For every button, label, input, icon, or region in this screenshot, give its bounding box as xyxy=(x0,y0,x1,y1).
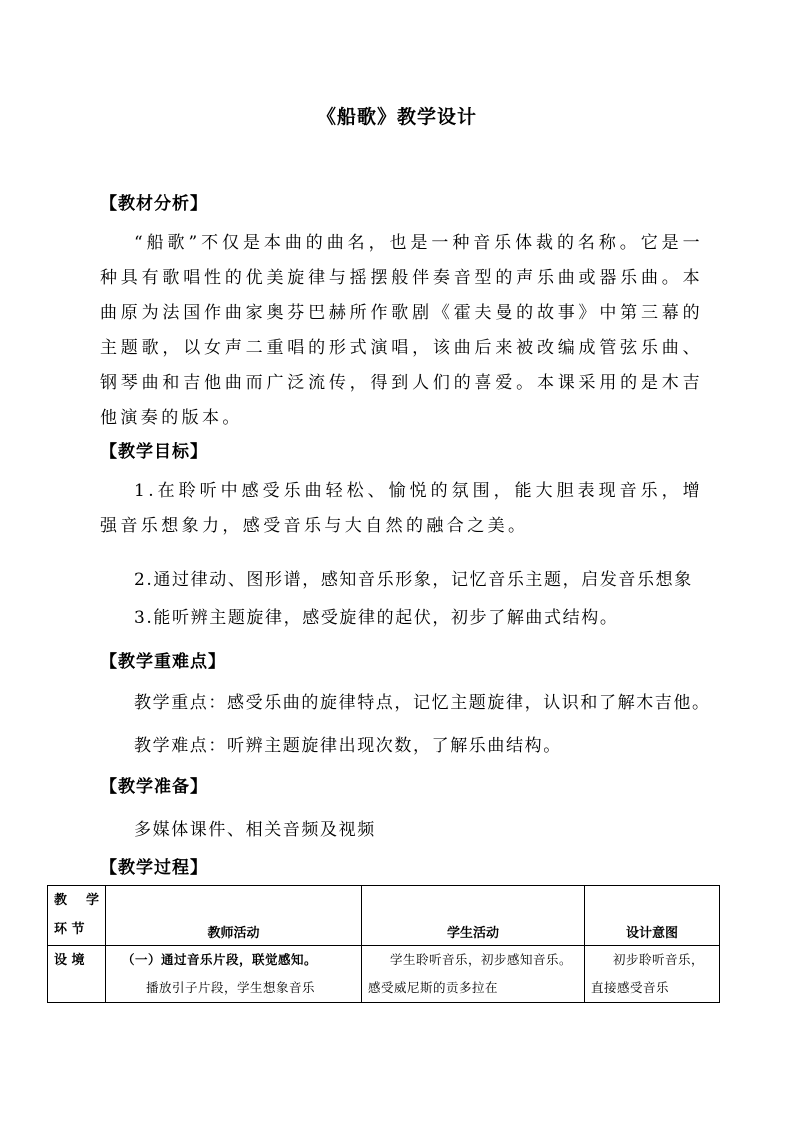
row-teacher-head: （一）通过音乐片段，联觉感知。 xyxy=(122,952,318,967)
teaching-focus: 教学重点：感受乐曲的旋律特点，记忆主题旋律，认识和了解木吉他。 xyxy=(134,693,711,713)
row-teacher xyxy=(106,946,362,1003)
row-teacher-text: 播放引子片段，学生想象音乐 xyxy=(146,980,316,995)
row-intent-text: 初步聆听音乐，直接感受音乐 xyxy=(591,952,705,995)
teaching-difficulty: 教学难点：听辨主题旋律出现次数，了解乐曲结构。 xyxy=(134,736,562,756)
key-points-heading: 【教学重难点】 xyxy=(100,652,226,672)
goal-item-1: 1.在聆听中感受乐曲轻松、愉悦的氛围，能大胆表现音乐，增强音乐想象力，感受音乐与大自然的融合之美。 xyxy=(100,481,703,536)
analysis-text: “船歌”不仅是本曲的曲名，也是一种音乐体裁的名称。它是一种具有歌唱性的优美旋律与摇摆般伴奏音型的声乐曲或器乐曲。本曲原为法国作曲家奥芬巴赫所作歌剧《霍夫曼的故事》中第三幕的主题歌，以女声二重唱的形式演唱，该曲后来被改编成管弦乐曲、钢琴曲和吉他曲而广泛流传，得到人们的喜爱。本课采用的是木吉他演奏的版本。 xyxy=(100,233,703,428)
header-student xyxy=(362,886,585,946)
header-stage xyxy=(48,886,106,946)
header-student-label: 学生活动 xyxy=(446,926,499,941)
page-title: 《船歌》教学设计 xyxy=(316,106,477,128)
prep-heading: 【教学准备】 xyxy=(100,777,208,797)
goal-item-3: 3.能听辨主题旋律，感受旋律的起伏，初步了解曲式结构。 xyxy=(134,608,619,628)
header-teacher xyxy=(106,886,362,946)
prep-text: 多媒体课件、相关音频及视频 xyxy=(134,820,376,840)
process-table xyxy=(47,885,720,1003)
analysis-heading: 【教材分析】 xyxy=(100,194,208,214)
goal-item-2: 2.通过律动、图形谱，感知音乐形象，记忆音乐主题，启发音乐想象 xyxy=(134,570,693,590)
goals-heading: 【教学目标】 xyxy=(100,442,208,462)
row-stage xyxy=(48,946,106,1003)
table-row xyxy=(48,946,720,1003)
table-header-row xyxy=(48,886,720,946)
header-intent-label: 设计意图 xyxy=(625,926,678,941)
row-student-text: 学生聆听音乐，初步感知音乐。感受威尼斯的贡多拉在 xyxy=(368,952,573,995)
process-heading: 【教学过程】 xyxy=(100,858,208,878)
row-student xyxy=(362,946,585,1003)
header-stage-label: 教 学 环 节 xyxy=(54,893,99,937)
row-stage-label: 设 境 xyxy=(54,953,85,968)
header-intent xyxy=(585,886,720,946)
row-intent xyxy=(585,946,720,1003)
header-teacher-label: 教师活动 xyxy=(207,926,260,941)
